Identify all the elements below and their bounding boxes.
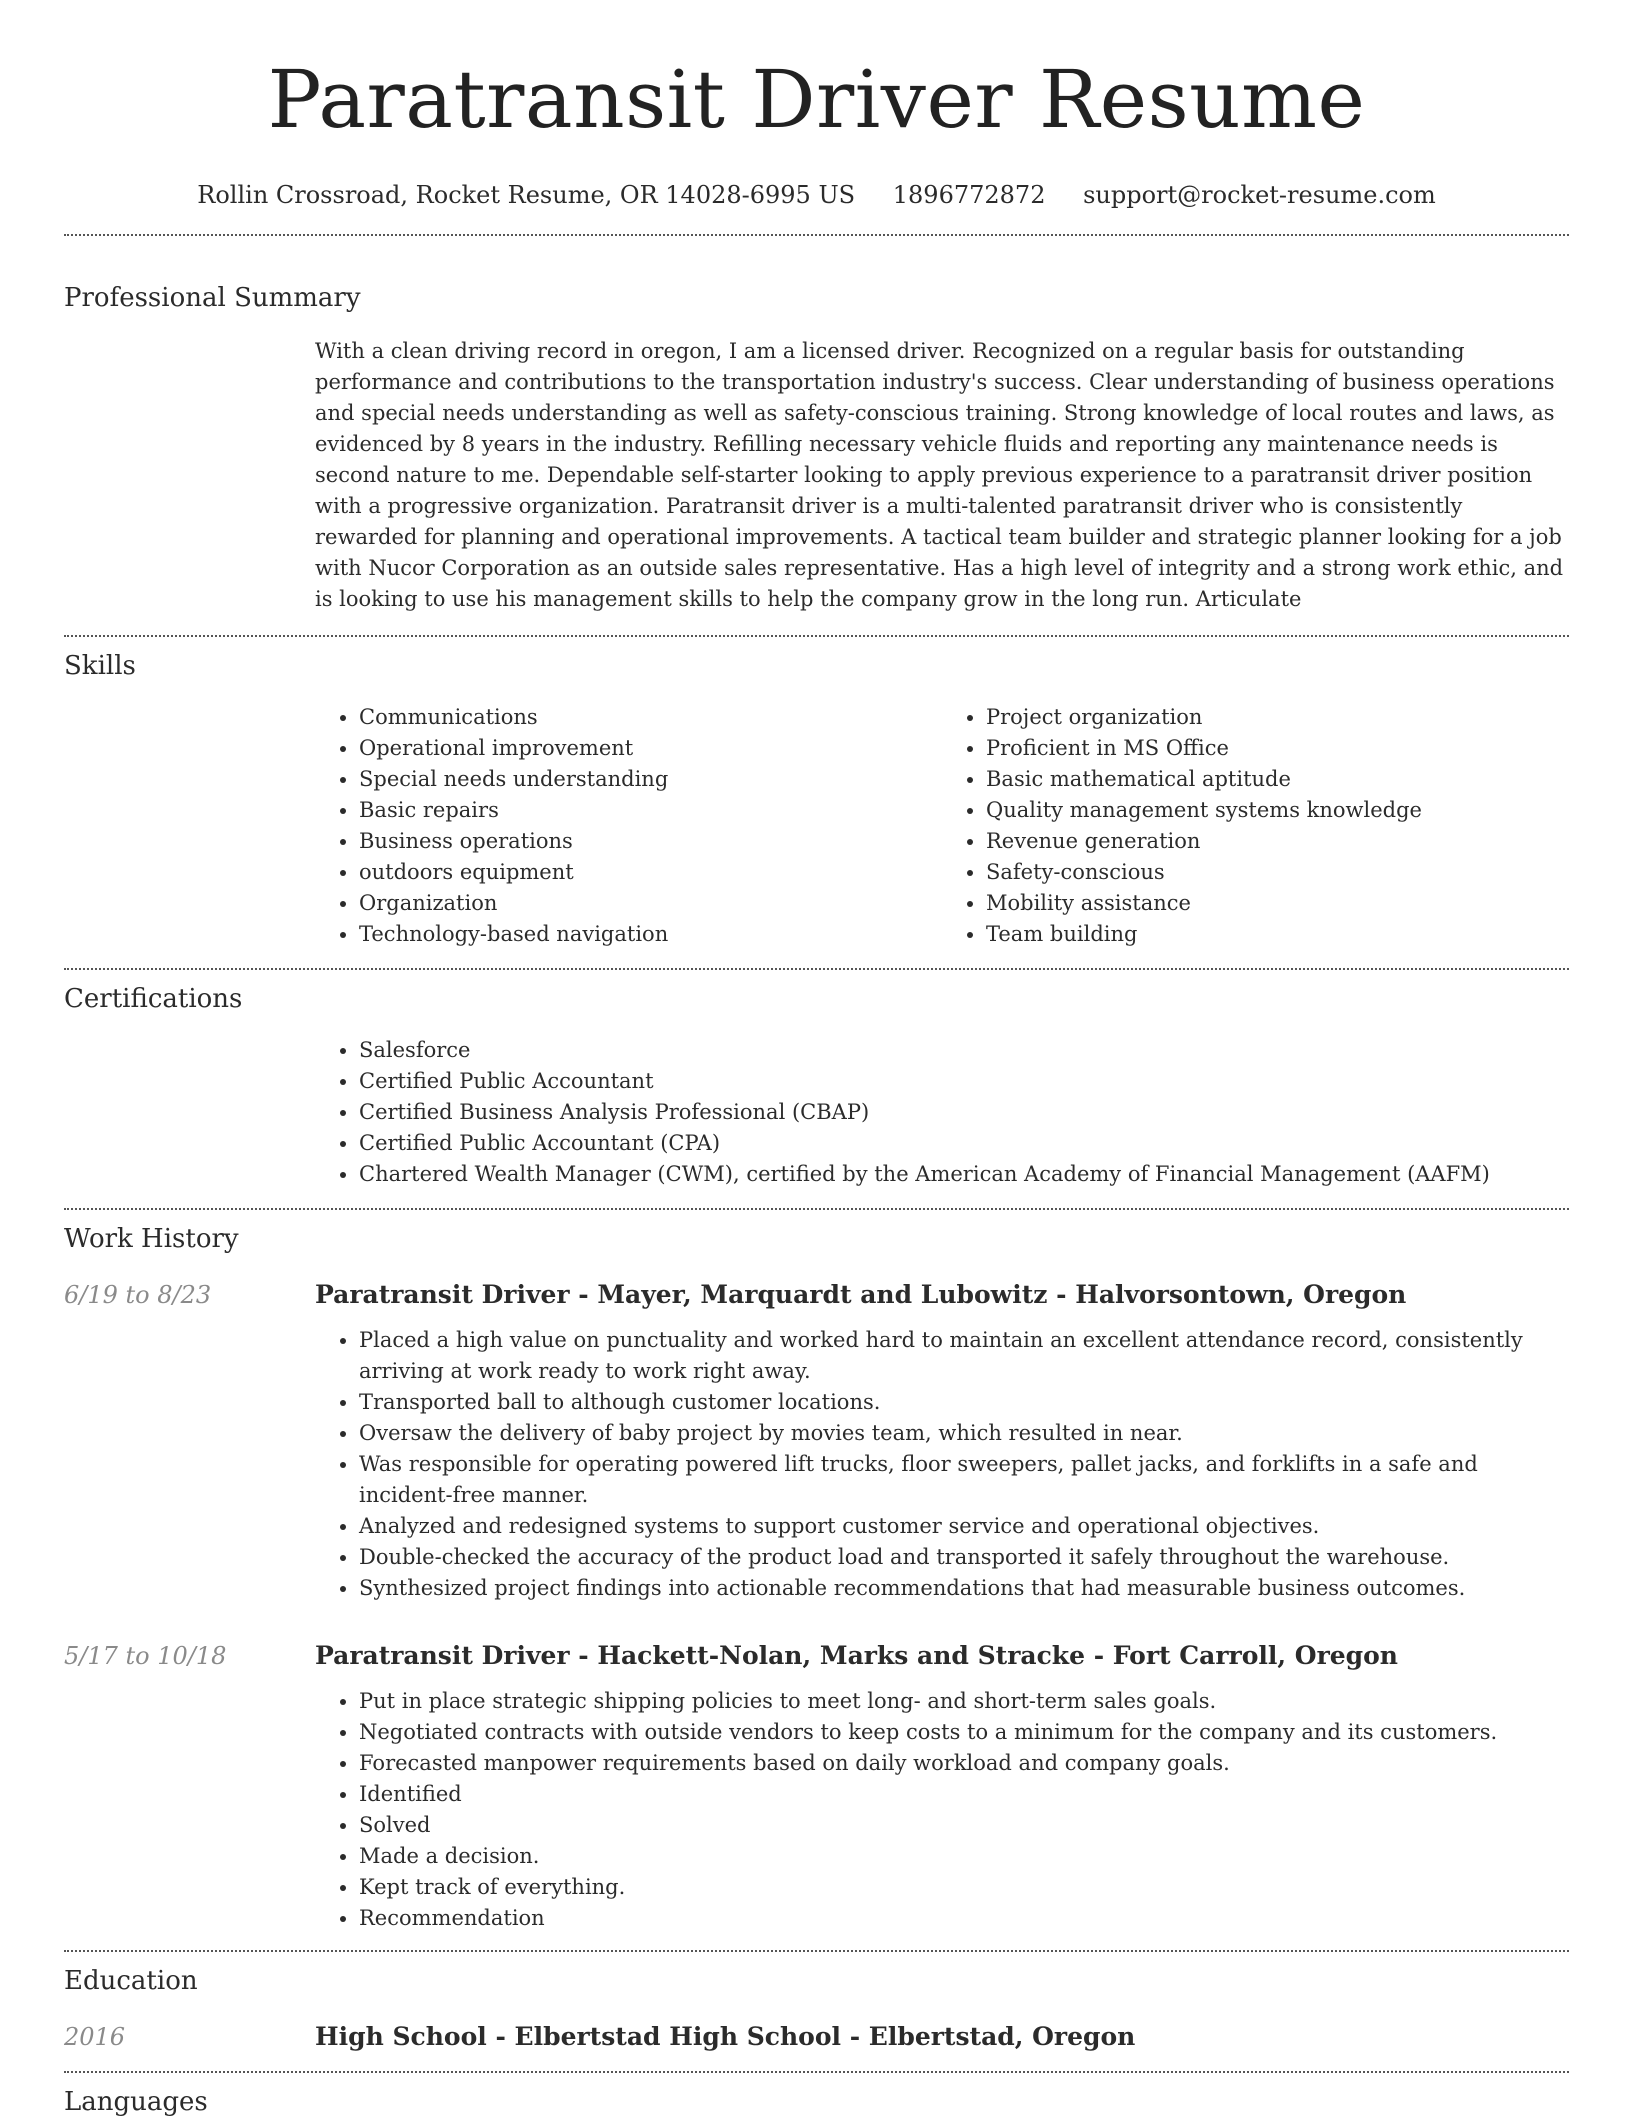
section-title-skills: Skills xyxy=(64,651,136,681)
resume-page xyxy=(64,0,1569,2120)
job-title: Paratransit Driver - Mayer, Marquardt and Lubowitz - Halvorsontown, Oregon xyxy=(315,1280,1407,1309)
list-item: • Recommendation xyxy=(359,1903,1569,1934)
job-entry xyxy=(64,1638,1569,1934)
contact-address: Rollin Crossroad, Rocket Resume, OR 14028-6995 US xyxy=(197,181,856,209)
section-title-education: Education xyxy=(64,1966,198,1996)
summary-text: With a clean driving record in oregon, I am a licensed driver. Recognized on a regular basis for outstanding performance and contributions to the transportation industry's success. Clear understanding of business operations and special needs understanding as well as safety-conscious training. Strong knowledge of local routes and laws, as evidenced by 8 years in the industry. Refilling necessary vehicle fluids and reporting any maintenance needs is second nature to me. Dependable self-starter looking to apply previous experience to a paratransit driver position with a progressive organization. Paratransit driver is a multi-talented paratransit driver who is consistently rewarded for planning and operational improvements. A tactical team builder and strategic planner looking for a job with Nucor Corporation as an outside sales representative. Has a high level of integrity and a strong work ethic, and is looking to use his management skills to help the company grow in the long run. Articulate xyxy=(315,339,1564,611)
divider xyxy=(64,635,1569,637)
list-item: • Operational improvement xyxy=(359,733,942,764)
contact-email: support@rocket-resume.com xyxy=(1083,181,1436,209)
job-bullets xyxy=(315,1325,1569,1604)
section-title-summary: Professional Summary xyxy=(64,283,361,313)
list-item: • Double-checked the accuracy of the product load and transported it safely throughout the warehouse. xyxy=(359,1542,1569,1573)
page-title: Paratransit Driver Resume xyxy=(267,53,1366,146)
list-item: • Certified Business Analysis Professional (CBAP) xyxy=(359,1097,1569,1128)
section-title-work: Work History xyxy=(64,1224,239,1254)
list-item: • Negotiated contracts with outside vendors to keep costs to a minimum for the company and its customers. xyxy=(359,1717,1569,1748)
list-item: • Safety-conscious xyxy=(986,857,1569,888)
list-item: • Revenue generation xyxy=(986,826,1569,857)
contact-line xyxy=(64,178,1569,212)
list-item: • Oversaw the delivery of baby project by movies team, which resulted in near. xyxy=(359,1418,1569,1449)
summary-section xyxy=(64,280,1569,615)
list-item: • Analyzed and redesigned systems to support customer service and operational objectives. xyxy=(359,1511,1569,1542)
list-item: • Synthesized project findings into actionable recommendations that had measurable business outcomes. xyxy=(359,1573,1569,1604)
job-dates: 6/19 to 8/23 xyxy=(64,1281,212,1309)
divider xyxy=(64,968,1569,970)
list-item: • Was responsible for operating powered lift trucks, floor sweepers, pallet jacks, and forklifts in a safe and incident-free manner. xyxy=(359,1449,1569,1511)
certifications-section xyxy=(64,981,1569,1190)
list-item: • Placed a high value on punctuality and worked hard to maintain an excellent attendance record, consistently arriving at work ready to work right away. xyxy=(359,1325,1569,1387)
education-section xyxy=(64,1963,1569,2055)
list-item: • Basic mathematical aptitude xyxy=(986,764,1569,795)
list-item: • Organization xyxy=(359,888,942,919)
contact-phone: 1896772872 xyxy=(892,181,1046,209)
list-item: • Forecasted manpower requirements based on daily workload and company goals. xyxy=(359,1748,1569,1779)
divider xyxy=(64,234,1569,236)
list-item: • Project organization xyxy=(986,702,1569,733)
list-item: • Certified Public Accountant xyxy=(359,1066,1569,1097)
list-item: • Certified Public Accountant (CPA) xyxy=(359,1128,1569,1159)
education-entry: High School - Elbertstad High School - Elbertstad, Oregon xyxy=(315,2022,1136,2051)
skills-list-left xyxy=(315,702,942,950)
languages-section xyxy=(64,2084,1569,2120)
list-item: • Solved xyxy=(359,1810,1569,1841)
job-bullets xyxy=(315,1686,1569,1934)
education-year: 2016 xyxy=(64,2023,126,2051)
job-entry xyxy=(64,1277,1569,1604)
list-item: • Business operations xyxy=(359,826,942,857)
list-item: • Communications xyxy=(359,702,942,733)
work-section xyxy=(64,1221,1569,1934)
divider xyxy=(64,1208,1569,1210)
job-title: Paratransit Driver - Hackett-Nolan, Marks and Stracke - Fort Carroll, Oregon xyxy=(315,1641,1398,1670)
list-item: • Transported ball to although customer locations. xyxy=(359,1387,1569,1418)
list-item: • Chartered Wealth Manager (CWM), certified by the American Academy of Financial Management (AAFM) xyxy=(359,1159,1569,1190)
list-item: • Special needs understanding xyxy=(359,764,942,795)
divider xyxy=(64,2071,1569,2073)
job-dates: 5/17 to 10/18 xyxy=(64,1642,227,1670)
divider xyxy=(64,1950,1569,1952)
list-item: • Proficient in MS Office xyxy=(986,733,1569,764)
list-item: • outdoors equipment xyxy=(359,857,942,888)
list-item: • Kept track of everything. xyxy=(359,1872,1569,1903)
list-item: • Mobility assistance xyxy=(986,888,1569,919)
list-item: • Salesforce xyxy=(359,1035,1569,1066)
list-item: • Team building xyxy=(986,919,1569,950)
list-item: • Quality management systems knowledge xyxy=(986,795,1569,826)
list-item: • Basic repairs xyxy=(359,795,942,826)
list-item: • Put in place strategic shipping policies to meet long- and short-term sales goals. xyxy=(359,1686,1569,1717)
skills-list-right xyxy=(942,702,1569,950)
list-item: • Technology-based navigation xyxy=(359,919,942,950)
skills-section xyxy=(64,648,1569,950)
list-item: • Identified xyxy=(359,1779,1569,1810)
section-title-languages: Languages xyxy=(64,2087,208,2117)
section-title-certifications: Certifications xyxy=(64,984,243,1014)
certifications-list xyxy=(315,1035,1569,1190)
list-item: • Made a decision. xyxy=(359,1841,1569,1872)
